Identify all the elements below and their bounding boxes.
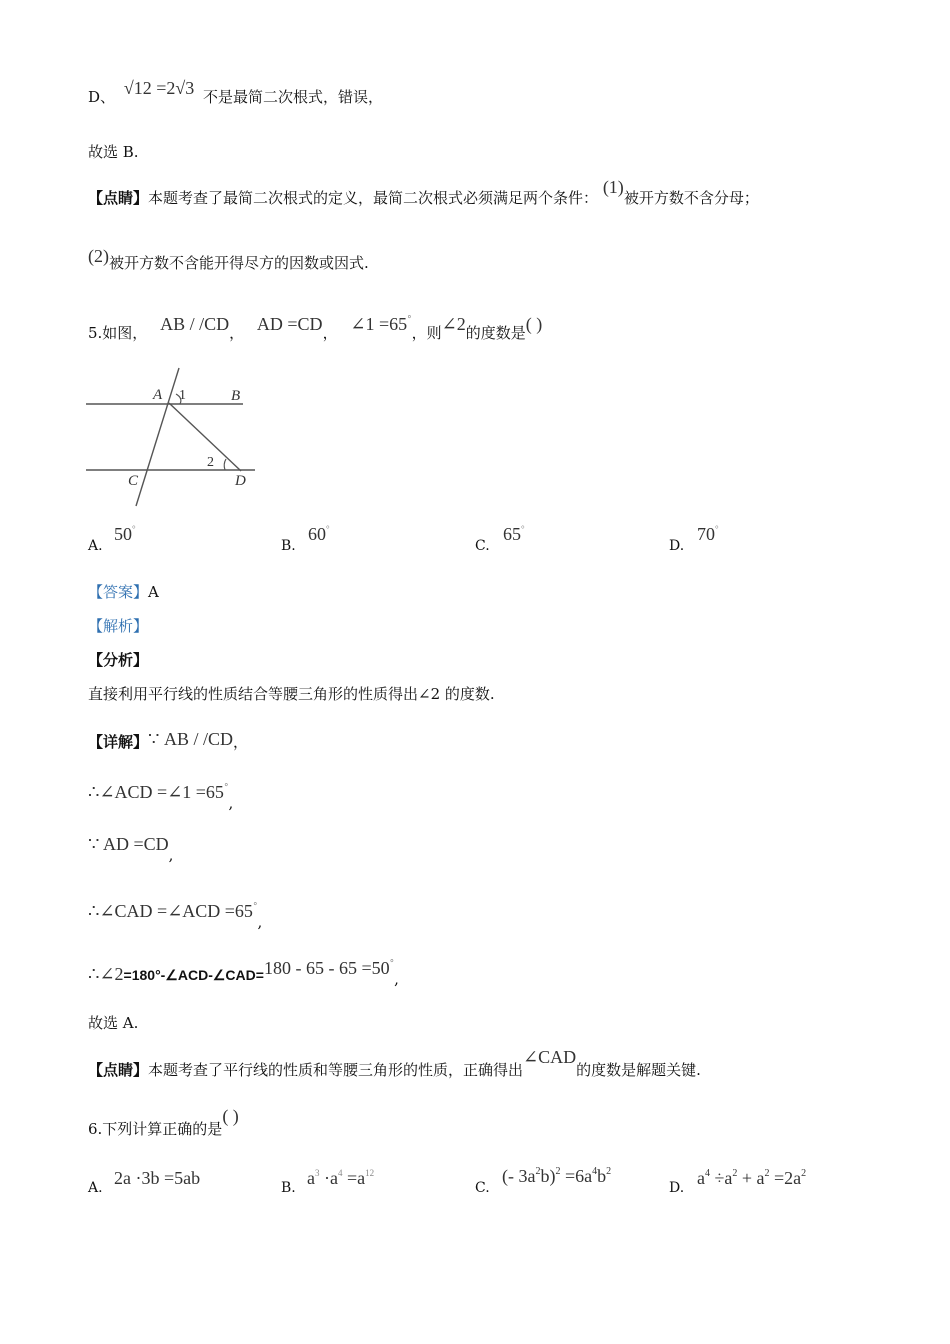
option-d-letter: D.: [669, 538, 685, 554]
detail-line: 【详解】∵ AB / /CD，: [88, 729, 248, 751]
q5-condition-angle: ∠1 =65: [350, 314, 408, 334]
option-a-expression: 2a ·3b =5ab: [114, 1168, 201, 1188]
option-d-value: 70°: [697, 524, 719, 544]
dianjing-math: ∠CAD: [523, 1047, 577, 1067]
answer-tag: 【答案】: [88, 583, 149, 601]
prev-condition-2-line: [88, 246, 369, 273]
step-5-formula: =180°-∠ACD-∠CAD=: [123, 967, 264, 983]
answer-line: [88, 582, 159, 602]
q5-stem: [88, 314, 543, 343]
analysis-tag: 【解析】: [88, 617, 149, 635]
answer-value: A: [148, 583, 159, 601]
separator: ，: [322, 324, 338, 342]
condition-1-text: 被开方数不含分母；: [623, 189, 759, 207]
q5-ask-text: 的度数是: [465, 324, 526, 342]
q6-stem: [88, 1106, 239, 1139]
option-b-expression: $a^3 \cdot a^4 =a^{12}$: [307, 1168, 375, 1188]
dianjing-text: 本题考查了平行线的性质和等腰三角形的性质，正确得出: [148, 1061, 524, 1079]
q5-condition-equal: AD =CD: [256, 314, 323, 334]
option-b-letter: B.: [281, 538, 296, 554]
label-d: D: [235, 473, 246, 489]
label-1: 1: [179, 388, 186, 403]
angle-2-arc: [224, 459, 226, 470]
step-2-line: ∴∠ACD =∠1 =65°,: [88, 782, 234, 812]
prev-option-d-text: 不是最简二次根式，错误，: [203, 88, 384, 106]
dianjing-tag: 【点睛】: [88, 1061, 149, 1079]
label-a: A: [153, 387, 163, 403]
dianjing-end: 的度数是解题关键.: [576, 1061, 701, 1079]
geometry-figure: [80, 362, 270, 512]
q5-condition-parallel: AB / /CD: [160, 314, 230, 334]
option-d-expression: $a^4 \div a^2 + a^2 =2a^2$: [697, 1168, 807, 1188]
segment-ad: [169, 403, 241, 471]
condition-2-number: (2): [88, 246, 109, 266]
q5-number: 5.如图，: [88, 324, 148, 342]
prev-dianjing-line: [88, 177, 759, 208]
q6-number: 6.下列计算正确的是: [88, 1120, 223, 1138]
prev-choose-line: 故选 B.: [88, 143, 139, 161]
answer-parentheses: ( ): [525, 314, 543, 334]
degree-mark: °: [407, 315, 412, 325]
step-4-line: ∴∠CAD =∠ACD =65°,: [88, 901, 263, 931]
option-d-letter: D.: [669, 1180, 685, 1196]
q5-choose-line: 故选 A.: [88, 1014, 139, 1032]
step-1: ∵ AB / /CD: [148, 729, 233, 749]
answer-parentheses: ( ): [222, 1106, 239, 1126]
option-a-value: 50°: [114, 524, 136, 544]
step-3: ∵ AD =CD: [88, 834, 169, 854]
prev-option-d-line: [88, 78, 384, 107]
condition-1-number: (1): [602, 177, 624, 197]
step-3-line: ∵ AD =CD,: [88, 834, 174, 864]
label-c: C: [128, 473, 139, 489]
step-2: ∴∠ACD =∠1 =65: [88, 782, 224, 802]
option-c-letter: C.: [475, 1180, 490, 1196]
option-c-expression: (- $3a^2b)^2 =6a^4b^2$: [502, 1166, 612, 1186]
dianjing-tag: 【点睛】: [88, 189, 149, 207]
step-4: ∴∠CAD =∠ACD =65: [88, 901, 253, 921]
step-5-angle: ∴∠2: [88, 964, 124, 984]
option-b-value: 60°: [308, 524, 330, 544]
fenxi-text: 直接利用平行线的性质结合等腰三角形的性质得出∠2 的度数.: [88, 685, 495, 703]
label-2: 2: [207, 455, 214, 470]
q5-then: ，则: [411, 324, 442, 342]
option-c-value: 65°: [503, 524, 525, 544]
condition-2-text: 被开方数不含能开得尽方的因数或因式.: [109, 254, 369, 272]
label-b: B: [231, 388, 241, 404]
option-c-letter: C.: [475, 538, 490, 554]
option-a-letter: A.: [88, 538, 103, 554]
separator: ，: [229, 324, 245, 342]
step-5-result: 180 - 65 - 65 =50: [263, 958, 390, 978]
radical-expression: √12 =2√3: [123, 78, 195, 98]
option-a-letter: A.: [88, 1180, 103, 1196]
fenxi-tag: 【分析】: [88, 651, 149, 669]
dianjing-text: 本题考查了最简二次根式的定义，最简二次根式必须满足两个条件：: [148, 189, 599, 207]
detail-tag: 【详解】: [88, 733, 149, 751]
q5-dianjing-line: [88, 1047, 701, 1080]
step-5-line: ∴∠2=180°-∠ACD-∠CAD=180 - 65 - 65 =50°,: [88, 958, 399, 988]
option-letter: D、: [88, 88, 116, 106]
q5-ask-angle: ∠2: [441, 314, 466, 334]
option-b-letter: B.: [281, 1180, 296, 1196]
